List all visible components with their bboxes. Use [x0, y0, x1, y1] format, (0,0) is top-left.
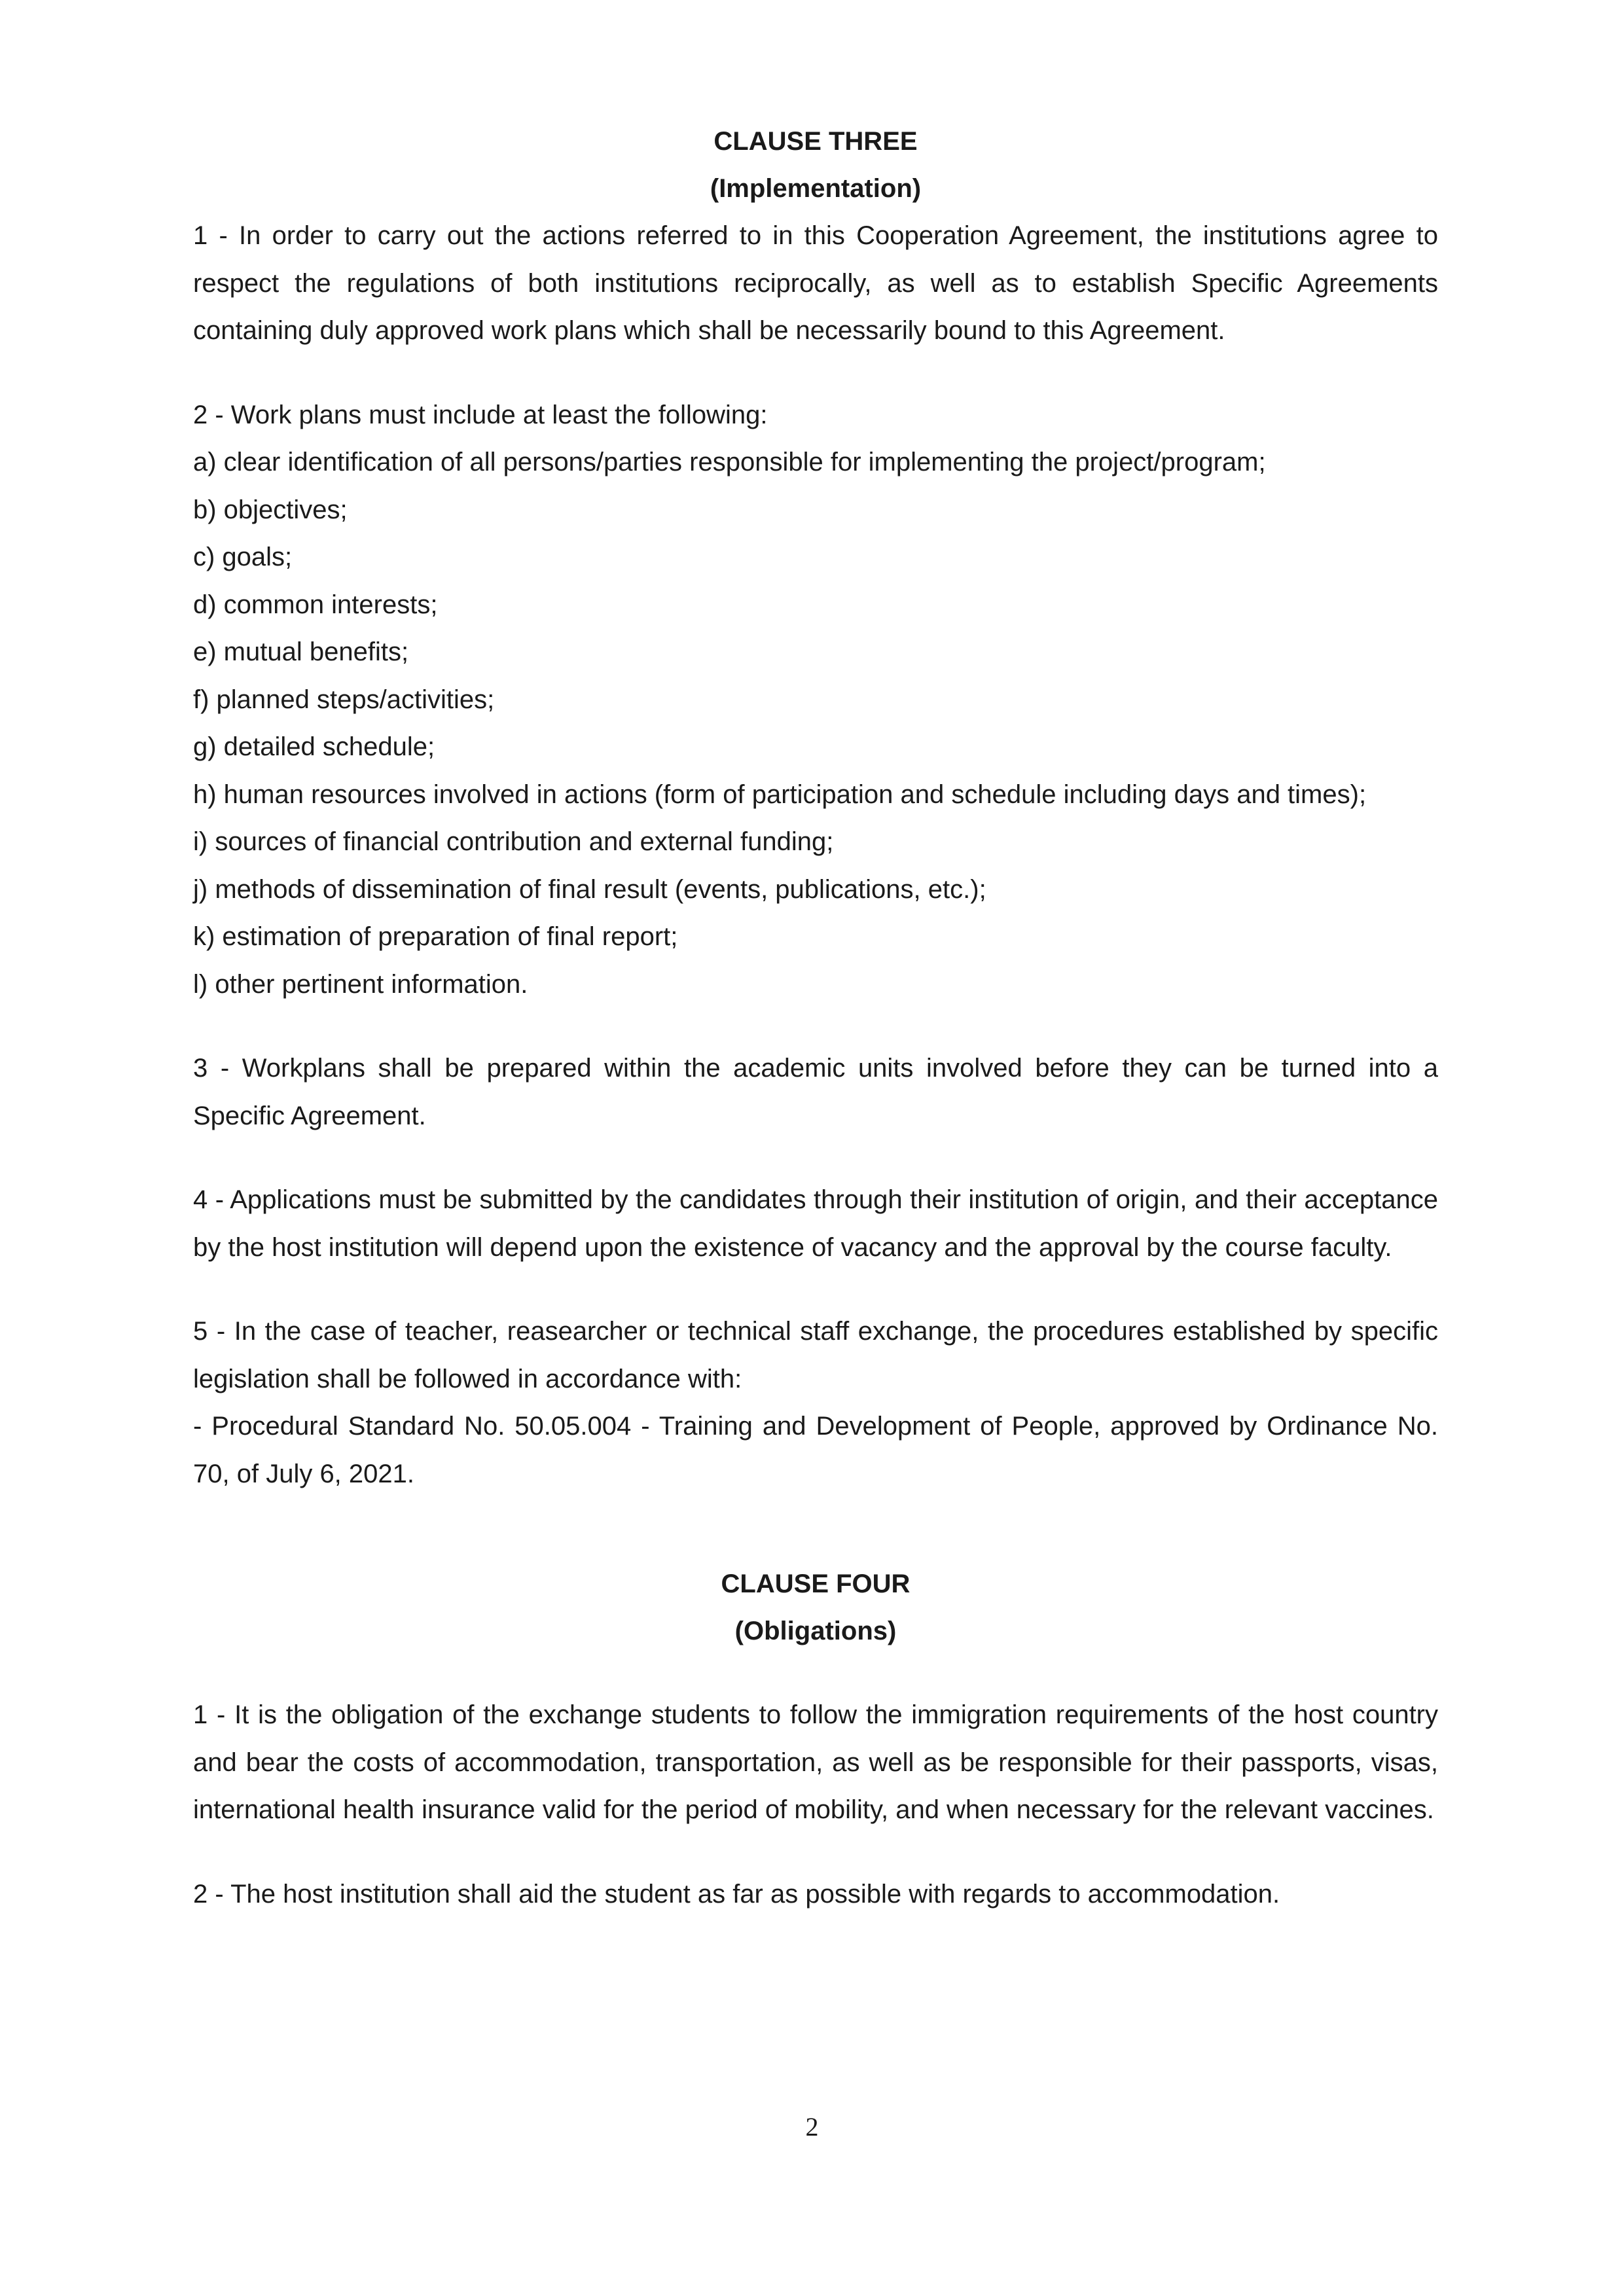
clause-three-paragraph-4: 4 - Applications must be submitted by the candidates through their institution of origin, and their acceptance by the host institution will depend upon the existence of vacancy and the approval by the course faculty. — [193, 1185, 1438, 1262]
spacer — [193, 355, 1438, 391]
clause-four-subtitle: (Obligations) — [734, 1617, 897, 1645]
clause-four-paragraph-1: 1 - It is the obligation of the exchange students to follow the immigration requirements of the host country and bear the costs of accommodation, transportation, as well as be responsible for their passports, visas, international health insurance valid for the period of mobility, and when necessary for the relevant vaccines. — [193, 1700, 1438, 1824]
clause-four-title: CLAUSE FOUR — [721, 1570, 911, 1598]
list-item-d: d) common interests; — [193, 590, 438, 619]
spacer — [193, 1139, 1438, 1176]
list-item-g: g) detailed schedule; — [193, 732, 435, 761]
page-number: 2 — [805, 2112, 819, 2142]
clause-three-paragraph-3: 3 - Workplans shall be prepared within the academic units involved before they can be turned into a Specific Agreement. — [193, 1054, 1438, 1130]
clause-three-paragraph-1: 1 - In order to carry out the actions referred to in this Cooperation Agreement, the institutions agree to respect the regulations of both institutions reciprocally, as well as to establish Specific Agreements containing duly approved work plans which shall be necessarily bound to this Agreement. — [193, 221, 1438, 345]
spacer — [193, 1834, 1438, 1871]
list-item-i: i) sources of financial contribution and external funding; — [193, 827, 834, 856]
list-item-j: j) methods of dissemination of final result (events, publications, etc.); — [193, 874, 986, 904]
spacer — [193, 1008, 1438, 1045]
list-item-c: c) goals; — [193, 543, 293, 571]
spacer — [193, 1498, 1438, 1560]
clause-three-paragraph-5: 5 - In the case of teacher, reasearcher or technical staff exchange, the procedures established by specific legislation shall be followed in accordance with: — [193, 1317, 1438, 1393]
list-item-k: k) estimation of preparation of final report; — [193, 922, 678, 951]
list-item-h: h) human resources involved in actions (form of participation and schedule including days and times); — [193, 780, 1367, 809]
clause-three-paragraph-2-intro: 2 - Work plans must include at least the following: — [193, 400, 768, 429]
clause-three-paragraph-5-item: - Procedural Standard No. 50.05.004 - Training and Development of People, approved by Ordinance No. 70, of July 6, 2021. — [193, 1412, 1438, 1488]
list-item-l: l) other pertinent information. — [193, 969, 528, 999]
clause-four-paragraph-2: 2 - The host institution shall aid the student as far as possible with regards to accommodation. — [193, 1879, 1280, 1909]
document-page — [193, 118, 1438, 1918]
spacer — [193, 1655, 1438, 1691]
list-item-b: b) objectives; — [193, 495, 348, 524]
clause-three-title: CLAUSE THREE — [713, 127, 918, 156]
list-item-f: f) planned steps/activities; — [193, 685, 495, 714]
list-item-e: e) mutual benefits; — [193, 637, 409, 666]
spacer — [193, 1271, 1438, 1308]
list-item-a: a) clear identification of all persons/parties responsible for implementing the project/program; — [193, 448, 1266, 476]
clause-three-subtitle: (Implementation) — [710, 174, 922, 203]
